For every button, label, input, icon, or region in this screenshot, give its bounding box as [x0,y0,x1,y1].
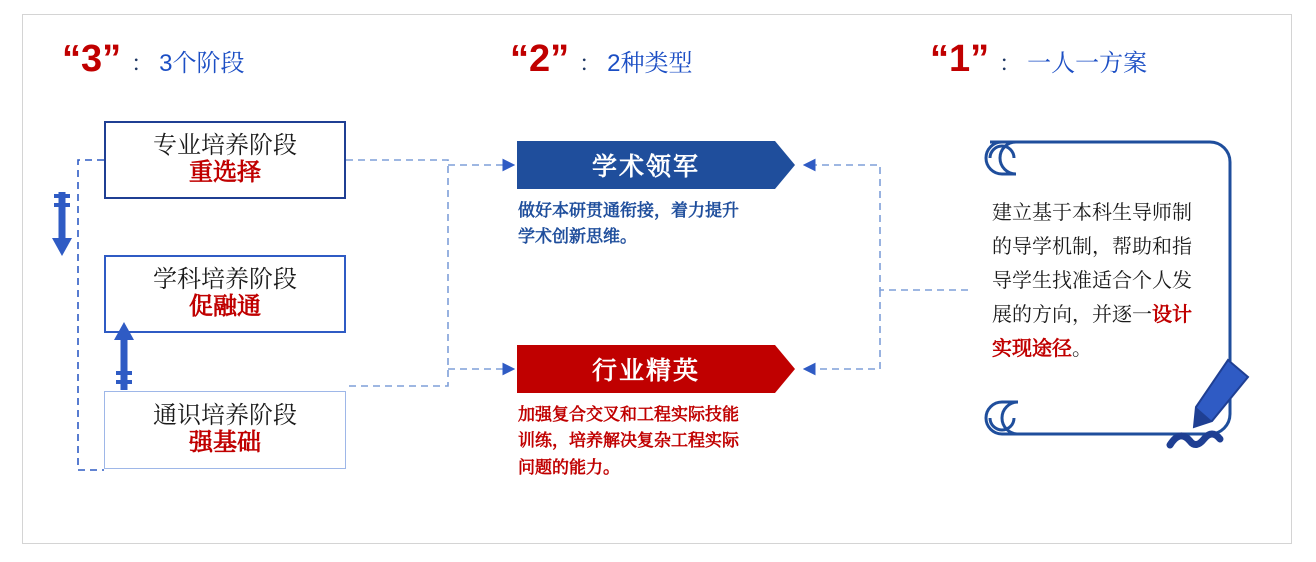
scroll-text-block [992,196,1206,366]
header-2-number: “2” [510,38,570,80]
stage-general-name: 通识培养阶段 [153,402,297,429]
header-3-stages [62,38,245,81]
header-1-number: “1” [930,38,990,80]
header-2-text: 2种类型 [607,50,693,77]
type-academic-description: 做好本研贯通衔接，着力提升学术创新思维。 [518,201,739,247]
stage-general-focus: 强基础 [189,429,261,457]
stage-box-professional [104,121,346,199]
header-3-colon: ： [131,51,154,76]
scroll-text-part2: 。 [1072,338,1092,360]
type-academic-title: 学术领军 [591,153,700,181]
stage-discipline-focus: 促融通 [189,293,261,321]
type-academic-arrow [775,141,795,189]
type-banner-academic [517,141,775,189]
type-banner-industry [517,345,775,393]
stage-discipline-name: 学科培养阶段 [153,266,297,293]
scroll-text-highlight: 设计实现途径 [992,304,1192,360]
type-industry-title: 行业精英 [591,357,700,385]
type-industry-arrow [775,345,795,393]
header-1-text: 一人一方案 [1027,50,1148,77]
stage-professional-focus: 重选择 [189,159,261,187]
stage-box-general [104,391,346,469]
header-2-types [510,38,693,81]
header-3-text: 3个阶段 [159,50,245,77]
stage-professional-name: 专业培养阶段 [153,132,297,159]
scroll-text-part1: 建立基于本科生导师制的导学机制，帮助和指导学生找准适合个人发展的方向，并逐一 [992,202,1192,326]
stage-box-discipline [104,255,346,333]
type-industry-description: 加强复合交叉和工程实际技能训练，培养解决复杂工程实际问题的能力。 [518,405,739,477]
header-2-colon: ： [579,51,602,76]
header-3-number: “3” [62,38,122,80]
header-1-plan [930,38,1147,81]
header-1-colon: ： [999,51,1022,76]
